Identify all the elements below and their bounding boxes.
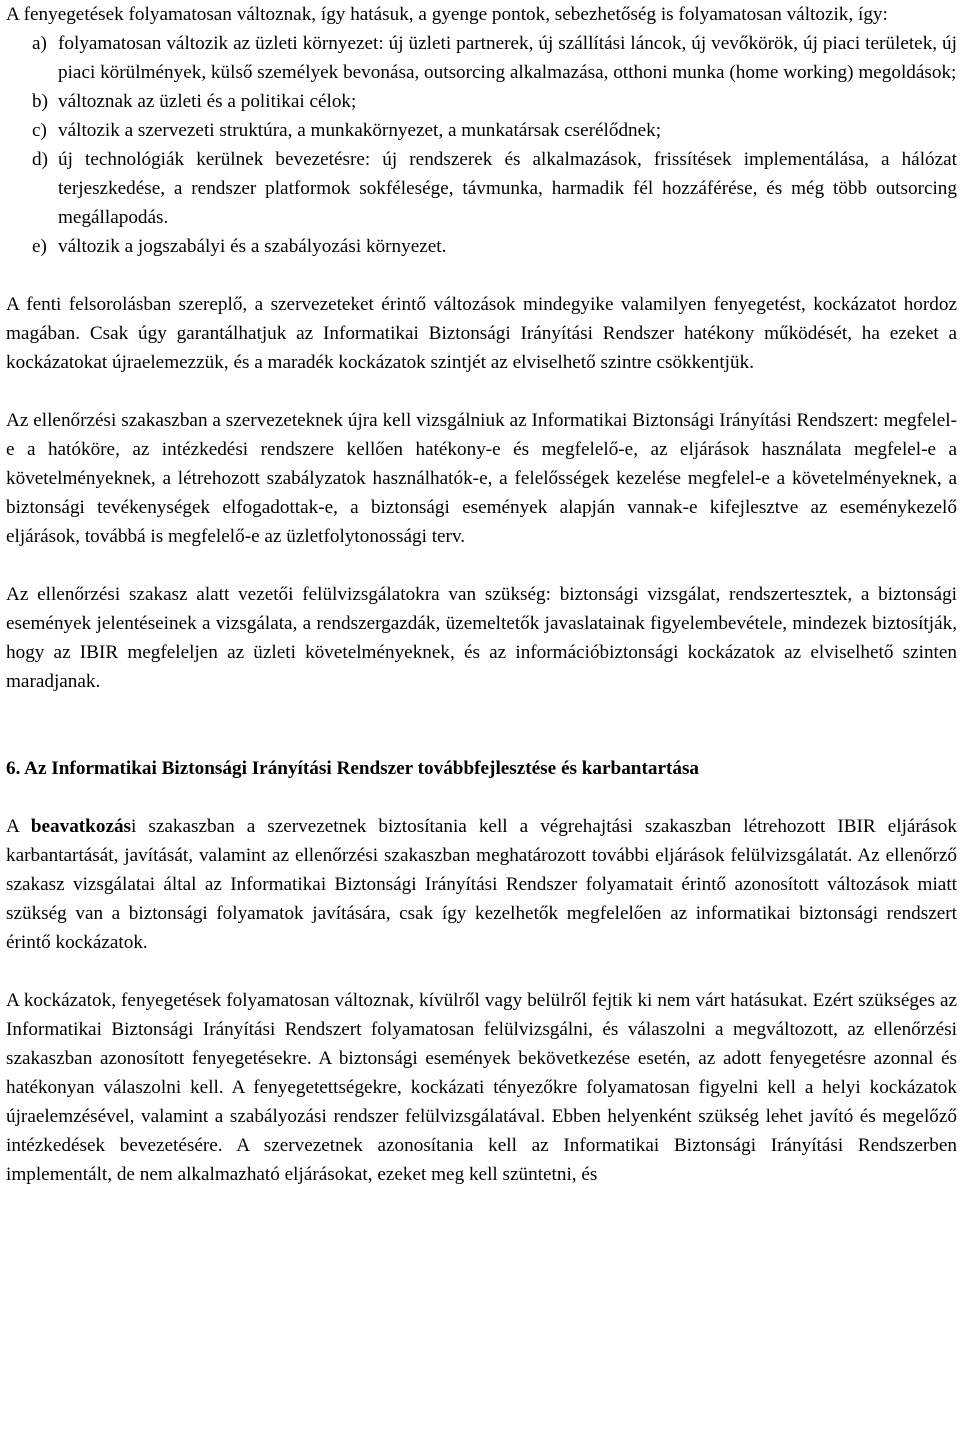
list-item xyxy=(6,87,957,116)
section-heading: 6. Az Informatikai Biztonsági Irányítási Rendszer továbbfejlesztése és karbantartása xyxy=(6,758,700,779)
bold-term: beavatkozás xyxy=(30,816,132,837)
list-item-text: folyamatosan változik az üzleti környezet: új üzleti partnerek, új szállítási láncok, új vevőkörök, új piaci területek, új piaci körülmények, külső személyek bevonása, outsorcing alkalmazása, otthoni munka (home working) megoldások; xyxy=(58,33,957,83)
list-item xyxy=(6,145,957,232)
list-marker: e) xyxy=(32,236,47,257)
change-list xyxy=(6,29,957,261)
list-item-text: változik a jogszabályi és a szabályozási környezet. xyxy=(58,236,447,257)
list-item xyxy=(6,232,957,261)
intro-paragraph: A fenyegetések folyamatosan változnak, így hatásuk, a gyenge pontok, sebezhetőség is folyamatosan változik, így: xyxy=(6,4,888,25)
list-marker: b) xyxy=(32,91,48,112)
paragraph-check-phase: Az ellenőrzési szakaszban a szervezeteknek újra kell vizsgálniuk az Informatikai Biztonsági Irányítási Rendszert: megfelel-e a hatóköre, az intézkedési rendszere kellően hatékony-e és megfelelő-e, az eljárások használata megfelel-e a követelményeknek, a létrehozott szabályzatok használhatók-e, a felelősségek kezelése megfelel-e a követelményeknek, a biztonsági tevékenységek elfogadottak-e, a biztonsági események alapján vannak-e kifejlesztve az eseménykezelő eljárások, továbbá is megfelelő-e az üzletfolytonossági terv. xyxy=(6,410,957,547)
paragraph-act-phase xyxy=(6,812,957,957)
paragraph-management-review: Az ellenőrzési szakasz alatt vezetői felülvizsgálatokra van szükség: biztonsági vizsgálat, rendszertesztek, a biztonsági események jelentéseinek a vizsgálata, a rendszergazdák, üzemeltetők javaslatainak figyelembevétele, mindezek biztosítják, hogy az IBIR megfeleljen az üzleti követelményeknek, és az információbiztonsági kockázatok az elviselhető szinten maradjanak. xyxy=(6,584,957,692)
list-marker: a) xyxy=(32,33,47,54)
list-item-text: változnak az üzleti és a politikai célok; xyxy=(58,91,357,112)
list-marker: c) xyxy=(32,120,47,141)
list-item-text: új technológiák kerülnek bevezetésre: új rendszerek és alkalmazások, frissítések implementálása, a hálózat terjeszkedése, a rendszer platformok sokfélesége, távmunka, harmadik fél hozzáférése, és még több outsorcing megállapodás. xyxy=(58,149,957,228)
list-item xyxy=(6,29,957,87)
paragraph-act-prefix: A xyxy=(6,816,31,837)
list-item xyxy=(6,116,957,145)
list-item-text: változik a szervezeti struktúra, a munkakörnyezet, a munkatársak cserélődnek; xyxy=(58,120,662,141)
list-marker: d) xyxy=(32,149,48,170)
paragraph-act-body: i szakaszban a szervezetnek biztosítania kell a végrehajtási szakaszban létrehozott IBIR eljárások karbantartását, javítását, valamint az ellenőrzési szakaszban meghatározott további eljárások felülvizsgálatát. Az ellenőrző szakasz vizsgálatai által az Informatikai Biztonsági Irányítási Rendszer folyamatait érintő azonosított változások miatt szükség van a biztonsági folyamatok javítására, csak így kezelhetők megfelelően az informatikai biztonsági rendszert érintő kockázatok. xyxy=(6,816,957,953)
paragraph-threats: A kockázatok, fenyegetések folyamatosan változnak, kívülről vagy belülről fejtik ki nem várt hatásukat. Ezért szükséges az Informatikai Biztonsági Irányítási Rendszert folyamatosan felülvizsgálni, és válaszolni a megváltozott, az ellenőrzési szakaszban azonosított fenyegetésekre. A biztonsági események bekövetkezése esetén, az adott fenyegetésre azonnal és hatékonyan válaszolni kell. A fenyegetettségekre, kockázati tényezőkre folyamatosan figyelni kell a helyi kockázatok újraelemzésével, valamint a szabályozási rendszer felülvizsgálatával. Ebben helyenként szükség lehet javító és megelőző intézkedések bevezetésére. A szervezetnek azonosítania kell az Informatikai Biztonsági Irányítási Rendszerben implementált, de nem alkalmazható eljárásokat, ezeket meg kell szüntetni, és xyxy=(6,990,957,1185)
paragraph-risks: A fenti felsorolásban szereplő, a szervezeteket érintő változások mindegyike valamilyen fenyegetést, kockázatot hordoz magában. Csak úgy garantálhatjuk az Informatikai Biztonsági Irányítási Rendszer hatékony működését, ha ezeket a kockázatokat újraelemezzük, és a maradék kockázatok szintjét az elviselhető szintre csökkentjük. xyxy=(6,294,957,373)
document-page xyxy=(6,0,957,1189)
